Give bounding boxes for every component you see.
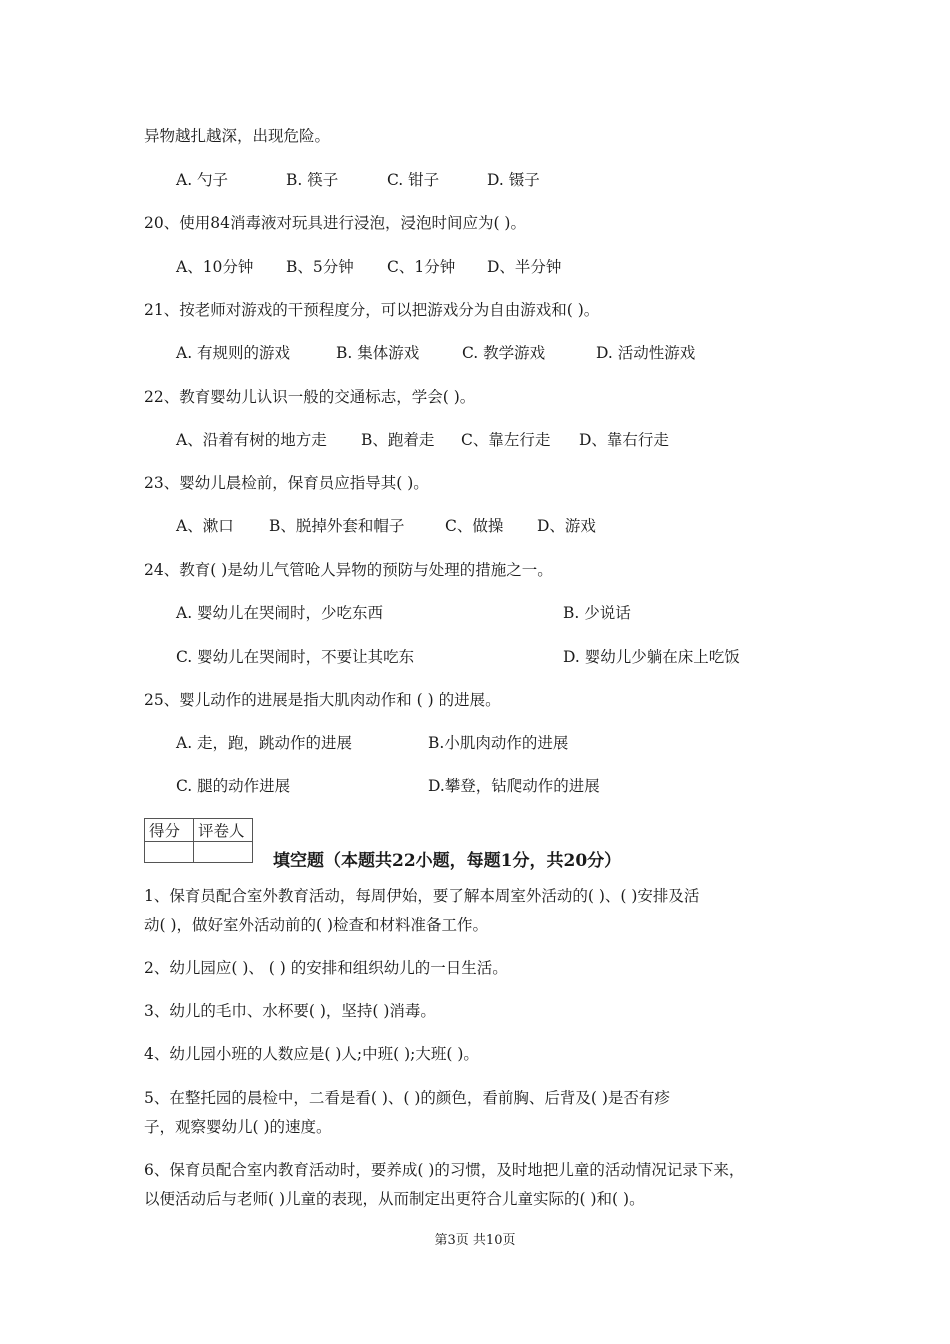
q19-option-d: D. 镊子	[487, 171, 540, 189]
q20-option-c: C、1分钟	[387, 258, 456, 276]
question-21: 21、按老师对游戏的干预程度分，可以把游戏分为自由游戏和( )。	[144, 301, 600, 319]
q20-option-b: B、5分钟	[286, 258, 354, 276]
page-footer: 第3页 共10页	[434, 1233, 516, 1248]
q21-option-b: B. 集体游戏	[336, 344, 420, 362]
question-24: 24、教育( )是幼儿气管呛人异物的预防与处理的措施之一。	[144, 561, 553, 579]
score-cell	[145, 842, 194, 863]
score-header: 得分	[145, 819, 194, 842]
q21-option-a: A. 有规则的游戏	[176, 344, 291, 362]
fill-5-line-2: 子，观察婴幼儿( )的速度。	[144, 1118, 332, 1136]
fill-6-line-1: 6、保育员配合室内教育活动时，要养成( )的习惯，及时地把儿童的活动情况记录下来，	[144, 1161, 745, 1179]
fill-1-line-1: 1、保育员配合室外教育活动，每周伊始，要了解本周室外活动的( )、( )安排及活	[144, 887, 700, 905]
q23-option-c: C、做操	[445, 517, 504, 535]
q22-option-d: D、靠右行走	[579, 431, 669, 449]
fill-4: 4、幼儿园小班的人数应是( )人;中班( );大班( )。	[144, 1045, 479, 1063]
grader-header: 评卷人	[194, 819, 253, 842]
fill-5-line-1: 5、在整托园的晨检中，二看是看( )、( )的颜色，看前胸、后背及( )是否有疹	[144, 1089, 670, 1107]
q23-option-b: B、脱掉外套和帽子	[269, 517, 405, 535]
q24-option-b: B. 少说话	[563, 604, 631, 622]
q23-option-a: A、漱口	[176, 517, 234, 535]
q21-option-d: D. 活动性游戏	[596, 344, 696, 362]
q23-option-d: D、游戏	[537, 517, 596, 535]
question-20: 20、使用84消毒液对玩具进行浸泡，浸泡时间应为( )。	[144, 214, 526, 232]
q22-option-b: B、跑着走	[361, 431, 435, 449]
q19-option-b: B. 筷子	[286, 171, 339, 189]
grader-cell	[194, 842, 253, 863]
score-table	[144, 818, 253, 863]
question-22: 22、教育婴幼儿认识一般的交通标志，学会( )。	[144, 388, 476, 406]
q19-option-c: C. 钳子	[387, 171, 440, 189]
q25-option-a: A. 走，跑，跳动作的进展	[176, 734, 353, 752]
q19-option-a: A. 勺子	[176, 171, 229, 189]
question-25: 25、婴儿动作的进展是指大肌肉动作和 ( ) 的进展。	[144, 691, 501, 709]
q24-option-c: C. 婴幼儿在哭闹时，不要让其吃东	[176, 648, 415, 666]
q22-option-c: C、靠左行走	[461, 431, 551, 449]
q20-option-d: D、半分钟	[487, 258, 562, 276]
q25-option-b: B.小肌肉动作的进展	[428, 734, 569, 752]
q24-option-a: A. 婴幼儿在哭闹时，少吃东西	[176, 604, 384, 622]
q21-option-c: C. 教学游戏	[462, 344, 546, 362]
q20-option-a: A、10分钟	[176, 258, 254, 276]
section-title: 填空题（本题共22小题，每题1分，共20分）	[273, 851, 622, 871]
question-19-continuation: 异物越扎越深，出现危险。	[144, 127, 331, 145]
fill-3: 3、幼儿的毛巾、水杯要( )，坚持( )消毒。	[144, 1002, 436, 1020]
q22-option-a: A、沿着有树的地方走	[176, 431, 327, 449]
q25-option-c: C. 腿的动作进展	[176, 777, 291, 795]
fill-2: 2、幼儿园应( )、 ( ) 的安排和组织幼儿的一日生活。	[144, 959, 508, 977]
question-23: 23、婴幼儿晨检前，保育员应指导其( )。	[144, 474, 429, 492]
q24-option-d: D. 婴幼儿少躺在床上吃饭	[563, 648, 740, 666]
fill-6-line-2: 以便活动后与老师( )儿童的表现，从而制定出更符合儿童实际的( )和( )。	[144, 1190, 645, 1208]
fill-1-line-2: 动( )，做好室外活动前的( )检查和材料准备工作。	[144, 916, 489, 934]
q25-option-d: D.攀登，钻爬动作的进展	[428, 777, 600, 795]
